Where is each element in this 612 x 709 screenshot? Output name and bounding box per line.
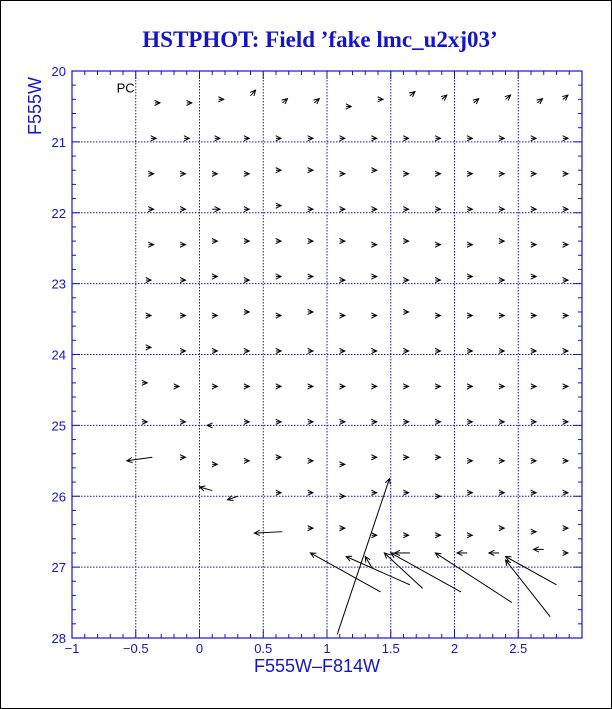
vector-arrow [337,479,390,635]
vector-arrow [371,490,376,495]
vector-arrow [467,490,472,495]
vector-arrow [212,348,217,353]
vector-arrow [244,277,249,282]
x-tick-label: 2 [450,641,459,656]
vector-arrow [499,419,504,424]
vector-arrow [308,526,313,531]
vector-arrow [435,533,440,538]
vector-arrow [467,136,472,141]
vector-arrow [308,348,313,353]
vector-arrow [531,136,536,141]
y-tick-label: 27 [51,560,66,576]
vector-arrow [403,238,408,243]
vector-arrow [371,274,376,279]
vector-arrow [499,238,504,243]
chart-title: HSTPHOT: Field ’fake lmc_u2xj03’ [142,27,498,52]
vector-arrow [403,384,408,389]
vector-arrow [142,419,147,424]
vector-arrow [435,277,440,282]
vector-arrow [214,136,219,141]
vector-arrow [308,490,313,495]
vector-arrow [435,494,440,499]
x-tick-label: 1.5 [381,641,400,656]
vector-arrow [371,242,376,247]
vector-arrow [563,526,568,531]
vector-arrow [563,550,568,555]
y-axis-label: F555W [25,76,45,136]
x-tick-label: 2.5 [509,641,528,656]
vector-arrow [371,455,376,460]
vector-arrow [371,419,376,424]
vector-arrow [467,533,472,538]
vector-arrow [180,313,185,318]
vector-arrow [531,490,536,495]
vector-arrow [563,136,568,141]
vector-arrow [314,99,320,104]
vector-arrow [467,348,472,353]
vector-arrow [531,207,536,212]
vector-arrow [467,419,472,424]
vector-arrow [435,136,440,141]
vector-arrow [384,553,422,588]
vector-arrow [180,348,185,353]
vector-head [435,553,441,558]
vector-arrow [403,171,408,176]
vector-arrow [250,90,256,96]
vector-shaft [435,553,512,603]
vector-arrow [146,345,151,350]
y-tick-label: 20 [51,64,66,79]
vector-arrow [371,136,376,141]
vector-arrow [276,238,281,243]
vector-arrow [435,207,440,212]
vector-arrow [563,490,568,495]
vector-arrow [403,277,408,282]
x-tick-label: 0.5 [254,641,273,656]
vector-shaft [254,532,282,533]
vector-arrow [403,455,408,460]
vector-arrow [467,458,472,463]
vector-arrow [562,95,568,100]
vector-arrow [499,277,504,282]
vector-arrow [276,203,281,208]
vector-arrow [180,207,185,212]
vector-arrow [127,457,153,462]
vector-arrow [499,171,504,176]
vector-arrow [339,136,344,141]
vector-arrow [308,274,313,279]
x-axis-label: F555W–F814W [253,656,381,676]
vector-arrow [435,348,440,353]
vector-arrow [339,207,344,212]
vector-arrow [371,207,376,212]
vector-arrow [403,490,408,495]
vector-arrow [499,458,504,463]
vector-arrow [146,277,151,282]
vector-arrow [180,171,185,176]
vector-arrow [276,168,281,173]
vector-arrow [148,171,153,176]
vector-arrow [531,458,536,463]
vector-arrow [212,313,217,318]
vector-arrow [212,238,217,243]
x-tick-label: 0 [195,641,204,656]
vector-arrow [403,207,408,212]
vector-arrow [435,419,440,424]
vector-arrow [308,207,313,212]
x-tick-label: −0.5 [122,641,149,656]
y-tick-label: 22 [51,205,66,221]
vector-arrow [339,384,344,389]
vector-arrow [499,490,504,495]
vector-arrow [339,313,344,318]
vector-shaft [391,553,461,592]
vector-arrow [499,526,504,531]
vector-arrow [276,313,281,318]
vector-arrow [563,207,568,212]
vector-arrow [531,171,536,176]
vector-arrow [346,104,351,109]
vector-arrow [276,419,281,424]
vector-arrow [339,348,344,353]
vector-arrow [244,384,249,389]
vector-arrow [467,313,472,318]
vector-arrow [276,490,281,495]
vector-arrow [531,384,536,389]
vector-arrow [563,384,568,389]
vector-arrow [244,458,249,463]
vector-arrow [563,348,568,353]
grid [72,71,582,638]
vector-arrow [244,207,249,212]
vector-arrow [180,455,185,460]
vector-arrow [371,313,376,318]
vector-arrow [308,384,313,389]
vector-arrow [499,136,504,141]
vector-arrow [180,419,185,424]
vector-arrow [308,238,313,243]
vector-arrow [254,530,282,535]
vector-shaft [310,553,380,592]
vector-arrow [308,458,313,463]
vector-arrow [403,533,408,538]
vector-arrow [531,419,536,424]
vector-shaft [384,553,422,588]
vector-arrow [186,100,191,105]
vector-arrow [339,494,344,499]
vector-arrow [276,455,281,460]
vector-arrow [148,242,153,247]
vector-arrow [142,380,147,385]
vector-arrow [531,274,536,279]
vector-arrow [151,136,156,141]
vector-arrow [244,309,249,314]
y-tick-label: 26 [51,489,66,505]
vector-arrow [435,171,440,176]
y-tick-label: 21 [51,134,66,150]
vector-arrow [371,384,376,389]
vector-arrow [310,553,380,592]
vector-arrow [563,242,568,247]
x-tick-label: 1 [323,641,331,656]
vector-arrow [339,238,344,243]
vector-arrow [146,313,151,318]
x-tick-label: −1 [64,641,80,656]
vector-arrow [244,171,249,176]
vector-shaft [506,556,557,584]
vector-arrow [276,136,281,141]
vector-arrow [563,458,568,463]
vector-arrow [489,550,499,555]
y-tick-label: 28 [51,631,66,646]
vector-arrow [563,277,568,282]
vector-arrow [308,309,313,314]
vector-arrow [435,384,440,389]
vector-arrow [378,97,383,102]
vector-arrow [531,529,536,534]
vector-arrow [467,207,472,212]
vector-arrow [467,384,472,389]
vector-arrow [244,136,249,141]
vector-arrow [531,348,536,353]
vector-arrow [563,313,568,318]
vector-arrow [339,462,344,467]
vector-arrow [457,550,467,555]
vector-arrow [308,419,313,424]
vector-arrow [244,419,249,424]
vector-arrow [435,455,440,460]
vector-arrow [473,99,479,104]
vector-arrow [467,274,472,279]
y-tick-label: 25 [51,418,66,434]
vector-arrow [244,348,249,353]
vector-arrow [531,242,536,247]
vector-arrow [212,171,217,176]
vector-arrow [435,313,440,318]
vector-arrow [276,274,281,279]
vector-arrow [435,242,440,247]
vector-arrow [531,313,536,318]
vector-arrow [339,277,344,282]
vector-arrow [435,553,512,603]
vector-arrow [534,547,544,552]
vector-arrow [212,207,220,212]
vector-arrow [180,277,185,282]
vector-arrow [371,533,376,538]
vector-arrow [563,171,568,176]
y-tick-label: 24 [51,347,66,363]
vector-arrow [200,486,213,491]
vector-arrow [180,242,185,247]
vector-arrow [403,348,408,353]
vector-arrow [409,92,415,97]
vector-arrow [499,313,504,318]
vector-arrow [441,95,447,100]
vector-arrow [391,553,461,592]
vector-arrow [212,274,217,279]
vector-arrow [403,136,408,141]
vector-arrow [207,423,212,428]
vector-arrow [395,550,410,555]
vector-arrow [403,309,408,314]
vector-arrow [499,207,504,212]
vector-arrow [244,238,249,243]
vector-arrow [276,348,281,353]
vector-arrow [148,207,153,212]
vector-arrow [467,242,472,247]
vector-arrow [174,384,179,389]
annotation-pc: PC [116,80,135,96]
vector-arrow [499,348,504,353]
vector-arrow [371,168,376,173]
vector-shaft [337,479,389,635]
vector-arrow [371,348,376,353]
vector-arrow [276,384,281,389]
vector-arrow [467,171,472,176]
vector-arrow [403,419,408,424]
vector-arrow [506,556,557,584]
vector-arrow [563,419,568,424]
vector-arrow [308,168,313,173]
vector-arrow [212,462,217,467]
vector-arrow [499,384,504,389]
vector-arrow [339,526,344,531]
vector-arrow [282,99,288,104]
vector-arrow [339,419,344,424]
vector-arrow [339,171,344,176]
vector-arrow [537,99,543,104]
vector-arrow [218,97,223,102]
y-tick-label: 23 [51,276,66,292]
vector-arrow [212,384,217,389]
vector-arrow [184,136,189,141]
vector-field [127,90,568,634]
vector-arrow [505,95,511,100]
vector-arrow [155,100,160,105]
vector-arrow [308,136,313,141]
